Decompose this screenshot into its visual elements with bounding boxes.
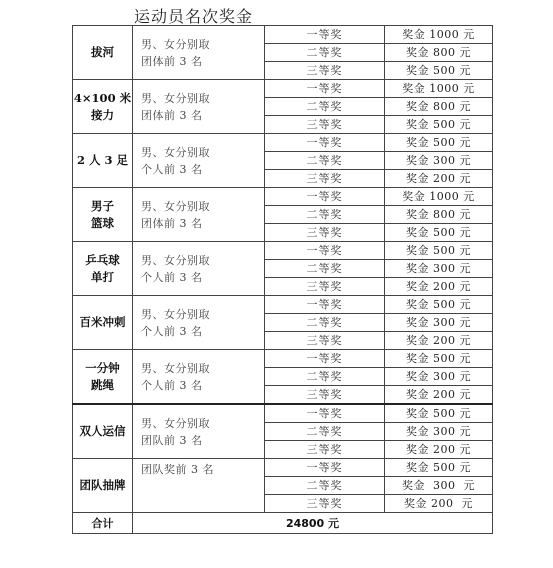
award-rule-line: 个人前 3 名 xyxy=(141,378,203,392)
prize-row xyxy=(73,242,493,260)
award-rule-line: 个人前 3 名 xyxy=(141,270,203,284)
event-name-line: 篮球 xyxy=(91,215,114,230)
total-row xyxy=(73,513,493,534)
prize-row xyxy=(73,350,493,368)
prize-rank: 一等奖 xyxy=(265,459,385,477)
award-rule-line: 团体前 3 名 xyxy=(141,108,203,122)
award-rule-line: 团体前 3 名 xyxy=(141,216,203,230)
prize-amount: 奖金 300 元 xyxy=(385,477,493,495)
award-rule-line: 男、女分别取 xyxy=(141,253,210,267)
event-name-line: 双人运信 xyxy=(79,424,126,438)
event-name xyxy=(73,404,133,459)
prize-row xyxy=(73,296,493,314)
award-rule-line: 男、女分别取 xyxy=(141,416,210,430)
event-name xyxy=(73,134,133,188)
prize-rank: 三等奖 xyxy=(265,386,385,405)
award-rule-line: 团队前 3 名 xyxy=(141,433,203,447)
prize-amount: 奖金 200 元 xyxy=(385,278,493,296)
prize-amount: 奖金 500 元 xyxy=(385,459,493,477)
page-title: 运动员名次奖金 xyxy=(134,7,254,26)
prize-row xyxy=(73,134,493,152)
prize-rank: 二等奖 xyxy=(265,260,385,278)
prize-amount: 奖金 1000 元 xyxy=(385,188,493,206)
event-name-line: 单打 xyxy=(91,269,114,284)
award-rule-line: 个人前 3 名 xyxy=(141,324,203,338)
event-name-line: 男子 xyxy=(91,198,114,213)
event-name-line: 跳绳 xyxy=(91,377,114,392)
prize-amount: 奖金 1000 元 xyxy=(385,26,493,44)
prize-row xyxy=(73,26,493,44)
prize-row xyxy=(73,80,493,98)
award-rule-line: 团体前 3 名 xyxy=(141,54,203,68)
award-rule xyxy=(133,296,265,350)
prize-amount: 奖金 500 元 xyxy=(385,242,493,260)
prize-amount: 奖金 500 元 xyxy=(385,224,493,242)
prize-table-body xyxy=(73,26,493,534)
prize-rank: 三等奖 xyxy=(265,495,385,513)
prize-row xyxy=(73,188,493,206)
prize-rank: 三等奖 xyxy=(265,332,385,350)
prize-amount: 奖金 300 元 xyxy=(385,152,493,170)
prize-amount: 奖金 300 元 xyxy=(385,423,493,441)
prize-rank: 一等奖 xyxy=(265,350,385,368)
prize-rank: 二等奖 xyxy=(265,152,385,170)
prize-rank: 二等奖 xyxy=(265,314,385,332)
event-name-line: 乒乓球 xyxy=(85,252,120,267)
event-name-line: 团队抽牌 xyxy=(79,478,126,492)
event-name xyxy=(73,242,133,296)
award-rule-line: 个人前 3 名 xyxy=(141,162,203,176)
prize-rank: 一等奖 xyxy=(265,242,385,260)
event-name-line: 接力 xyxy=(91,107,114,122)
event-name-line: 4×100 米 xyxy=(73,90,132,105)
prize-rank: 三等奖 xyxy=(265,278,385,296)
prize-rank: 一等奖 xyxy=(265,296,385,314)
prize-amount: 奖金 300 元 xyxy=(385,260,493,278)
award-rule-line: 男、女分别取 xyxy=(141,361,210,375)
prize-row xyxy=(73,459,493,477)
prize-rank: 三等奖 xyxy=(265,224,385,242)
award-rule xyxy=(133,188,265,242)
award-rule-line: 男、女分别取 xyxy=(141,199,210,213)
prize-rank: 二等奖 xyxy=(265,44,385,62)
award-rule-line: 男、女分别取 xyxy=(141,37,210,51)
event-name-line: 一分钟 xyxy=(85,360,120,375)
prize-rank: 二等奖 xyxy=(265,368,385,386)
prize-rank: 一等奖 xyxy=(265,80,385,98)
prize-rank: 三等奖 xyxy=(265,116,385,134)
prize-row xyxy=(73,404,493,423)
prize-amount: 奖金 800 元 xyxy=(385,206,493,224)
prize-rank: 三等奖 xyxy=(265,170,385,188)
prize-rank: 一等奖 xyxy=(265,26,385,44)
event-name xyxy=(73,296,133,350)
prize-amount: 奖金 800 元 xyxy=(385,44,493,62)
prize-amount: 奖金 200 元 xyxy=(385,495,493,513)
prize-amount: 奖金 500 元 xyxy=(385,62,493,80)
prize-rank: 二等奖 xyxy=(265,98,385,116)
prize-rank: 二等奖 xyxy=(265,477,385,495)
prize-amount: 奖金 800 元 xyxy=(385,98,493,116)
prize-table xyxy=(72,25,493,534)
event-name xyxy=(73,80,133,134)
award-rule-line: 男、女分别取 xyxy=(141,145,210,159)
prize-rank: 三等奖 xyxy=(265,441,385,459)
prize-amount: 奖金 200 元 xyxy=(385,170,493,188)
award-rule xyxy=(133,26,265,80)
award-rule-line: 男、女分别取 xyxy=(141,307,210,321)
prize-amount: 奖金 200 元 xyxy=(385,332,493,350)
prize-amount: 奖金 500 元 xyxy=(385,116,493,134)
award-rule xyxy=(133,242,265,296)
award-rule xyxy=(133,134,265,188)
prize-amount: 奖金 300 元 xyxy=(385,368,493,386)
event-name-line: 拔河 xyxy=(91,45,114,59)
prize-amount: 奖金 200 元 xyxy=(385,386,493,405)
prize-amount: 奖金 500 元 xyxy=(385,296,493,314)
award-rule xyxy=(133,459,265,513)
total-value: 24800 元 xyxy=(133,513,493,534)
prize-rank: 三等奖 xyxy=(265,62,385,80)
award-rule-line: 团队奖前 3 名 xyxy=(141,463,214,476)
event-name-line: 2 人 3 足 xyxy=(76,153,128,167)
total-label: 合计 xyxy=(73,513,133,534)
event-name xyxy=(73,188,133,242)
prize-rank: 一等奖 xyxy=(265,134,385,152)
event-name-line: 百米冲刺 xyxy=(79,315,126,329)
event-name xyxy=(73,350,133,405)
prize-amount: 奖金 200 元 xyxy=(385,441,493,459)
event-name xyxy=(73,459,133,513)
prize-rank: 二等奖 xyxy=(265,206,385,224)
prize-amount: 奖金 500 元 xyxy=(385,134,493,152)
award-rule-line: 男、女分别取 xyxy=(141,91,210,105)
prize-amount: 奖金 300 元 xyxy=(385,314,493,332)
event-name xyxy=(73,26,133,80)
prize-rank: 一等奖 xyxy=(265,404,385,423)
award-rule xyxy=(133,80,265,134)
prize-rank: 二等奖 xyxy=(265,423,385,441)
prize-amount: 奖金 500 元 xyxy=(385,404,493,423)
prize-amount: 奖金 1000 元 xyxy=(385,80,493,98)
prize-rank: 一等奖 xyxy=(265,188,385,206)
prize-amount: 奖金 500 元 xyxy=(385,350,493,368)
award-rule xyxy=(133,404,265,459)
award-rule xyxy=(133,350,265,405)
